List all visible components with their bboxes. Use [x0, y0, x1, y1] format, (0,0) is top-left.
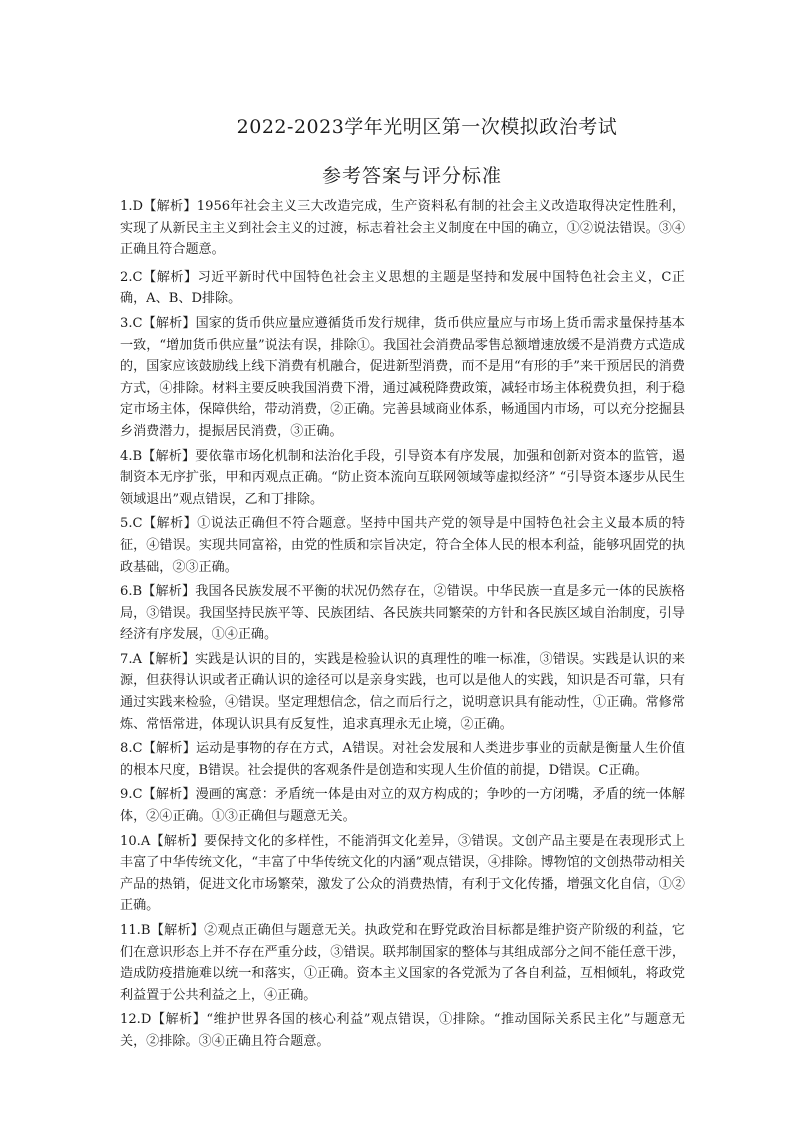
- document-subtitle: 参考答案与评分标准: [321, 165, 502, 187]
- answer-item-1: 1.D【解析】1956年社会主义三大改造完成，生产资料私有制的社会主义改造取得决定性胜利，实现了从新民主主义到社会主义的过渡，标志着社会主义制度在中国的确立，①②说法错误。③④正确且符合题意。: [120, 199, 685, 258]
- answer-item-6: 6.B【解析】我国各民族发展不平衡的状况仍然存在，②错误。中华民族一直是多元一体的民族格局，③错误。我国坚持民族平等、民族团结、各民族共同繁荣的方针和各民族区域自治制度，引导经济有序发展，①④正确。: [120, 584, 685, 643]
- answer-item-9: 9.C【解析】漫画的寓意：矛盾统一体是由对立的双方构成的；争吵的一方闭嘴，矛盾的统一体解体，②④正确。①③正确但与题意无关。: [120, 787, 685, 825]
- document-title: 2022-2023学年光明区第一次模拟政治考试: [236, 116, 618, 138]
- answer-item-7: 7.A【解析】实践是认识的目的，实践是检验认识的真理性的唯一标准，③错误。实践是认识的来源，但获得认识或者正确认识的途径可以是亲身实践，也可以是他人的实践，知识是否可靠，只有通过实践来检验，④错误。坚定理想信念，信之而后行之，说明意识具有能动性，①正确。常修常炼、常悟常进，体现认识具有反复性，追求真理永无止境，②正确。: [120, 651, 685, 732]
- answer-item-10: 10.A【解析】要保持文化的多样性，不能消弭文化差异，③错误。文创产品主要是在表现形式上丰富了中华传统文化，“丰富了中华传统文化的内涵”观点错误，④排除。博物馆的文创热带动相关产品的热销，促进文化市场繁荣，激发了公众的消费热情，有利于文化传播，增强文化自信，①②正确。: [120, 833, 685, 914]
- answer-item-3: 3.C【解析】国家的货币供应量应遵循货币发行规律，货币供应量应与市场上货币需求量保持基本一致，“增加货币供应量”说法有误，排除①。我国社会消费品零售总额增速放缓不是消费方式造成的，国家应该鼓励线上线下消费有机融合，促进新型消费，而不是用“有形的手”来干预居民的消费方式，④排除。材料主要反映我国消费下滑，通过减税降费政策，减轻市场主体税费负担，利于稳定市场主体，保障供给，带动消费，②正确。完善县域商业体系，畅通国内市场，可以充分挖掘县乡消费潜力，提振居民消费，③正确。: [120, 315, 685, 439]
- answer-item-5: 5.C【解析】①说法正确但不符合题意。坚持中国共产党的领导是中国特色社会主义最本质的特征，④错误。实现共同富裕，由党的性质和宗旨决定，符合全体人民的根本利益，能够巩固党的执政基础，②③正确。: [120, 516, 685, 575]
- answer-list: [120, 196, 685, 1056]
- answer-item-11: 11.B【解析】②观点正确但与题意无关。执政党和在野党政治目标都是维护资产阶级的利益，它们在意识形态上并不存在严重分歧，③错误。联邦制国家的整体与其组成部分之间不能任意干涉，造成防疫措施难以统一和落实，①正确。资本主义国家的各党派为了各自利益，互相倾轧，将政党利益置于公共利益之上，④正确。: [120, 923, 685, 1003]
- answer-item-4: 4.B【解析】要依靠市场化机制和法治化手段，引导资本有序发展，加强和创新对资本的监管，遏制资本无序扩张，甲和丙观点正确。“防止资本流向互联网领域等虚拟经济” “引导资本逐步从民生领域退出”观点错误，乙和丁排除。: [120, 448, 685, 507]
- answer-item-12: 12.D【解析】“维护世界各国的核心利益”观点错误，①排除。“推动国际关系民主化”与题意无关，②排除。③④正确且符合题意。: [120, 1012, 685, 1049]
- answer-item-2: 2.C【解析】习近平新时代中国特色社会主义思想的主题是坚持和发展中国特色社会主义，C正确，A、B、D排除。: [120, 269, 685, 307]
- answer-item-8: 8.C【解析】运动是事物的存在方式，A错误。对社会发展和人类进步事业的贡献是衡量人生价值的根本尺度，B错误。社会提供的客观条件是创造和实现人生价值的前提，D错误。C正确。: [120, 741, 685, 778]
